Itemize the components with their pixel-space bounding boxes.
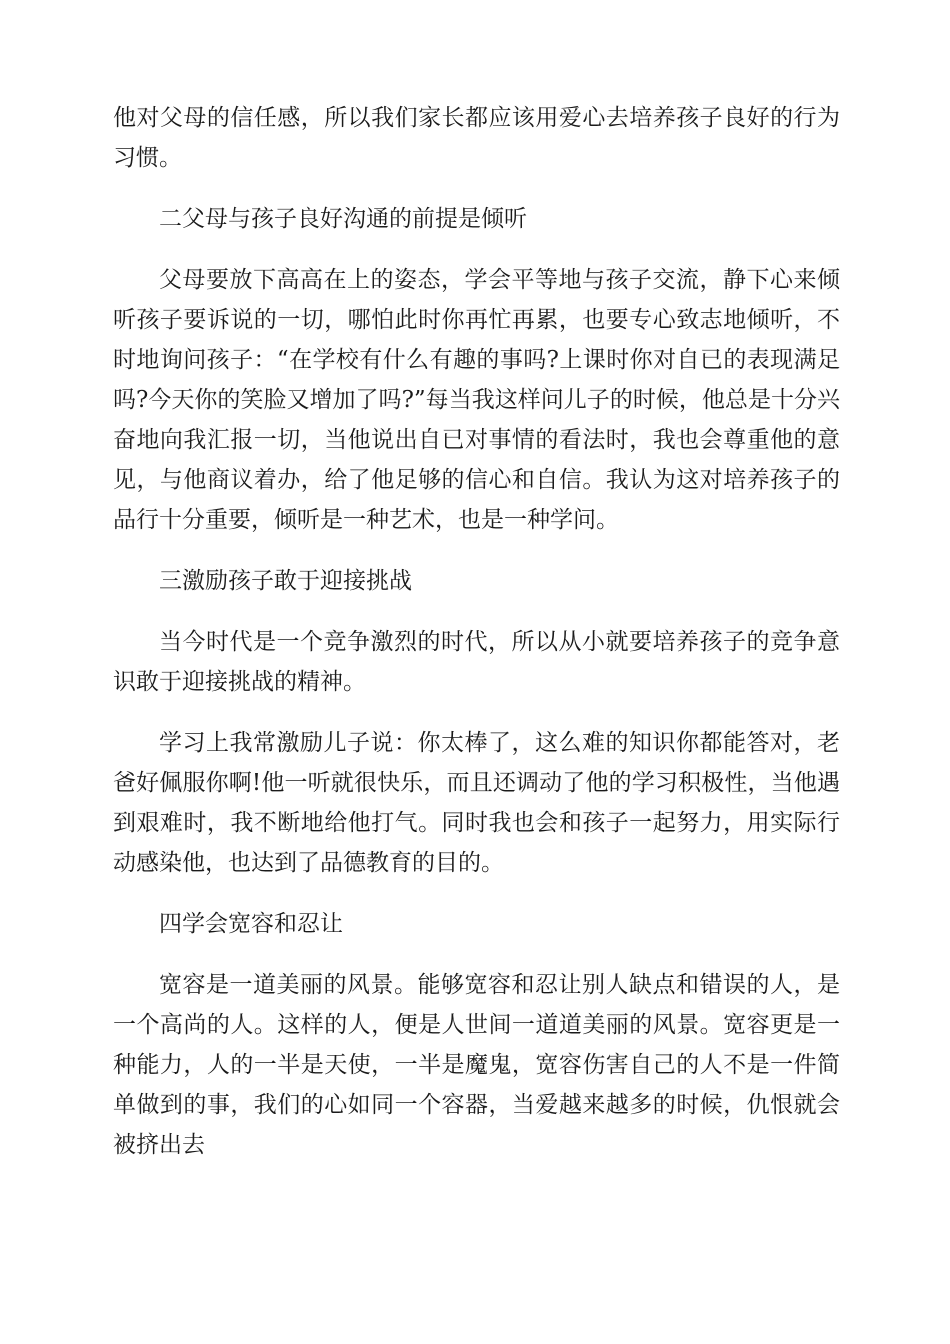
paragraph-continued: 他对父母的信任感，所以我们家长都应该用爱心去培养孩子良好的行为习惯。 xyxy=(113,105,840,171)
paragraph-competition: 当今时代是一个竞争激烈的时代，所以从小就要培养孩子的竞争意识敢于迎接挑战的精神。 xyxy=(113,629,840,695)
document-body xyxy=(113,98,840,1186)
paragraph-listening: 父母要放下高高在上的姿态，学会平等地与孩子交流，静下心来倾听孩子要诉说的一切，哪怕此时你再忙再累，也要专心致志地倾听，不时地询问孩子：“在学校有什么有趣的事吗?上课时你对自已的表现满足吗?今天你的笑脸又增加了吗?”每当我这样问儿子的时候，他总是十分兴奋地向我汇报一切，当他说出自已对事情的看法时，我也会尊重他的意见，与他商议着办，给了他足够的信心和自信。我认为这对培养孩子的品行十分重要，倾听是一种艺术，也是一种学问。 xyxy=(113,267,840,533)
paragraph-encouragement: 学习上我常激励儿子说：你太棒了，这么难的知识你都能答对，老爸好佩服你啊!他一听就很快乐，而且还调动了他的学习积极性，当他遇到艰难时，我不断地给他打气。同时我也会和孩子一起努力，用实际行动感染他，也达到了品德教育的目的。 xyxy=(113,730,840,876)
section-heading-listening: 二父母与孩子良好沟通的前提是倾听 xyxy=(159,206,527,232)
section-heading-tolerance: 四学会宽容和忍让 xyxy=(159,911,343,937)
paragraph-tolerance: 宽容是一道美丽的风景。能够宽容和忍让别人缺点和错误的人，是一个高尚的人。这样的人，便是人世间一道道美丽的风景。宽容更是一种能力，人的一半是天使，一半是魔鬼，宽容伤害自己的人不是一件简单做到的事，我们的心如同一个容器，当爱越来越多的时候，仇恨就会被挤出去 xyxy=(113,972,840,1158)
section-heading-challenge: 三激励孩子敢于迎接挑战 xyxy=(159,568,412,594)
